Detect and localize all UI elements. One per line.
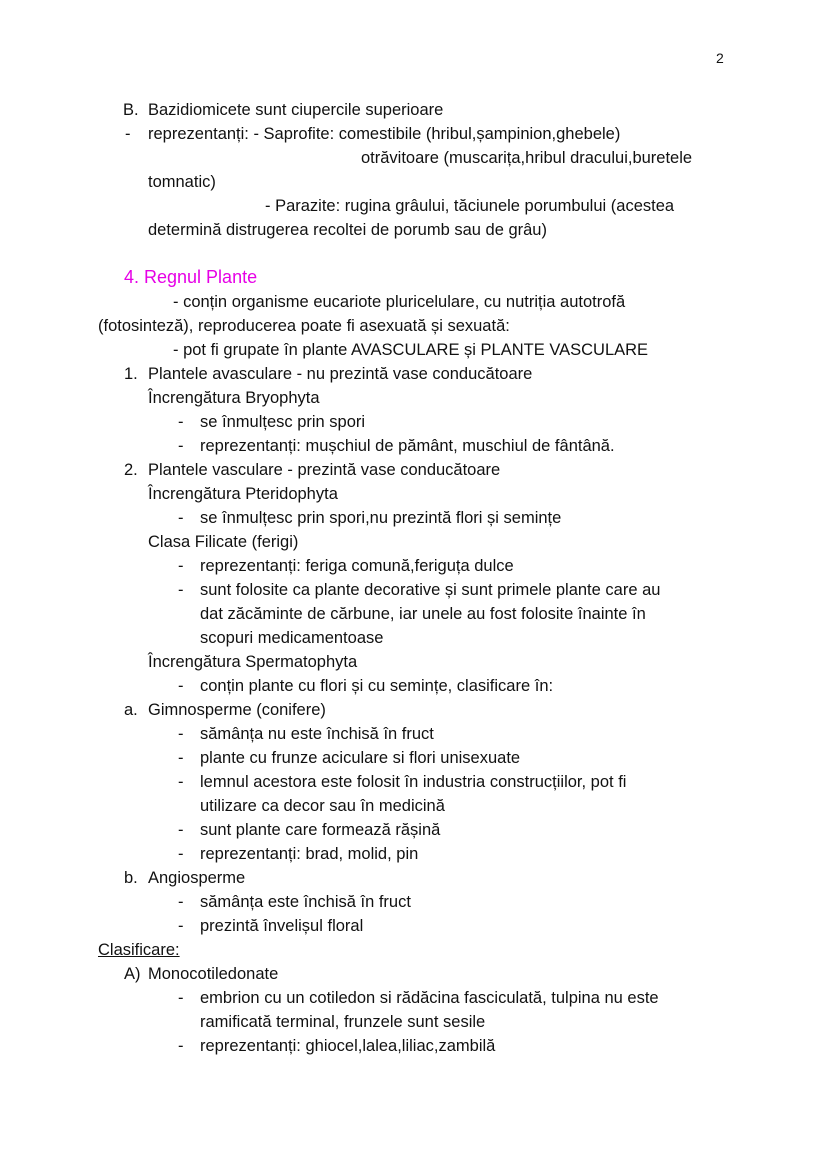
bullet-dash: - [178, 773, 184, 791]
list-item-title: Plantele avasculare - nu prezintă vase conducătoare [148, 365, 533, 383]
clasificare-heading: Clasificare: [98, 941, 180, 959]
section-b-title: Bazidiomicete sunt ciupercile superioare [148, 101, 444, 119]
bullet-dash: - [178, 1037, 184, 1055]
bullet-dash: - [178, 989, 184, 1007]
text-line: otrăvitoare (muscarița,hribul dracului,buretele [361, 149, 693, 167]
page-number: 2 [716, 50, 724, 66]
section-heading: 4. Regnul Plante [124, 267, 258, 287]
bullet-dash: - [178, 845, 184, 863]
text-line: reprezentanți: - Saprofite: comestibile (hribul,șampinion,ghebele) [148, 125, 621, 143]
bullet-text: sămânța este închisă în fruct [200, 893, 411, 911]
bullet-text: prezintă învelișul floral [200, 917, 364, 935]
bullet-text: reprezentanți: ghiocel,lalea,liliac,zambilă [200, 1037, 496, 1055]
list-marker: 2. [124, 461, 138, 479]
bullet-dash: - [178, 437, 184, 455]
bullet-dash: - [178, 557, 184, 575]
text-line: determină distrugerea recoltei de porumb sau de grâu) [148, 221, 547, 239]
text-line: - conțin organisme eucariote pluricelulare, cu nutriția autotrofă [173, 293, 626, 311]
bullet-dash: - [178, 677, 184, 695]
bullet-text: conțin plante cu flori și cu semințe, clasificare în: [200, 677, 554, 695]
list-item-title: Monocotiledonate [148, 965, 279, 983]
list-marker: A) [124, 965, 141, 983]
bullet-text: reprezentanți: feriga comună,feriguța dulce [200, 557, 514, 575]
bullet-dash: - [125, 125, 131, 143]
bullet-dash: - [178, 413, 184, 431]
bullet-text: lemnul acestora este folosit în industria construcțiilor, pot fi [200, 773, 627, 791]
subheading: Încrengătura Bryophyta [148, 389, 320, 407]
bullet-text: plante cu frunze aciculare si flori unisexuate [200, 749, 521, 767]
bullet-dash: - [178, 917, 184, 935]
bullet-text: utilizare ca decor sau în medicină [200, 797, 445, 815]
list-marker: a. [124, 701, 138, 719]
list-marker: 1. [124, 365, 138, 383]
subheading: Încrengătura Spermatophyta [148, 653, 358, 671]
bullet-text: sunt plante care formează rășină [200, 821, 441, 839]
text-line: (fotosinteză), reproducerea poate fi asexuată și sexuată: [98, 317, 510, 335]
list-item-title: Plantele vasculare - prezintă vase conducătoare [148, 461, 501, 479]
bullet-text: reprezentanți: mușchiul de pământ, muschiul de fântână. [200, 437, 615, 455]
bullet-text: dat zăcăminte de cărbune, iar unele au fost folosite înainte în [200, 605, 646, 623]
bullet-dash: - [178, 725, 184, 743]
subheading: Clasa Filicate (ferigi) [148, 533, 299, 551]
bullet-text: se înmulțesc prin spori [200, 413, 366, 431]
section-b-marker: B. [123, 101, 139, 119]
bullet-text: se înmulțesc prin spori,nu prezintă flori și semințe [200, 509, 562, 527]
bullet-text: scopuri medicamentoase [200, 629, 384, 647]
bullet-dash: - [178, 893, 184, 911]
bullet-dash: - [178, 749, 184, 767]
bullet-dash: - [178, 581, 184, 599]
bullet-dash: - [178, 821, 184, 839]
list-item-title: Angiosperme [148, 869, 246, 887]
bullet-text: reprezentanți: brad, molid, pin [200, 845, 419, 863]
list-item-title: Gimnosperme (conifere) [148, 701, 326, 719]
text-line: - pot fi grupate în plante AVASCULARE și PLANTE VASCULARE [173, 341, 649, 359]
bullet-text: ramificată terminal, frunzele sunt sesile [200, 1013, 486, 1031]
subheading: Încrengătura Pteridophyta [148, 485, 338, 503]
text-line: tomnatic) [148, 173, 216, 191]
text-line: - Parazite: rugina grâului, tăciunele porumbului (acestea [265, 197, 675, 215]
bullet-text: embrion cu un cotiledon si rădăcina fasciculată, tulpina nu este [200, 989, 659, 1007]
bullet-text: sămânța nu este închisă în fruct [200, 725, 434, 743]
bullet-dash: - [178, 509, 184, 527]
list-marker: b. [124, 869, 138, 887]
bullet-text: sunt folosite ca plante decorative și sunt primele plante care au [200, 581, 661, 599]
